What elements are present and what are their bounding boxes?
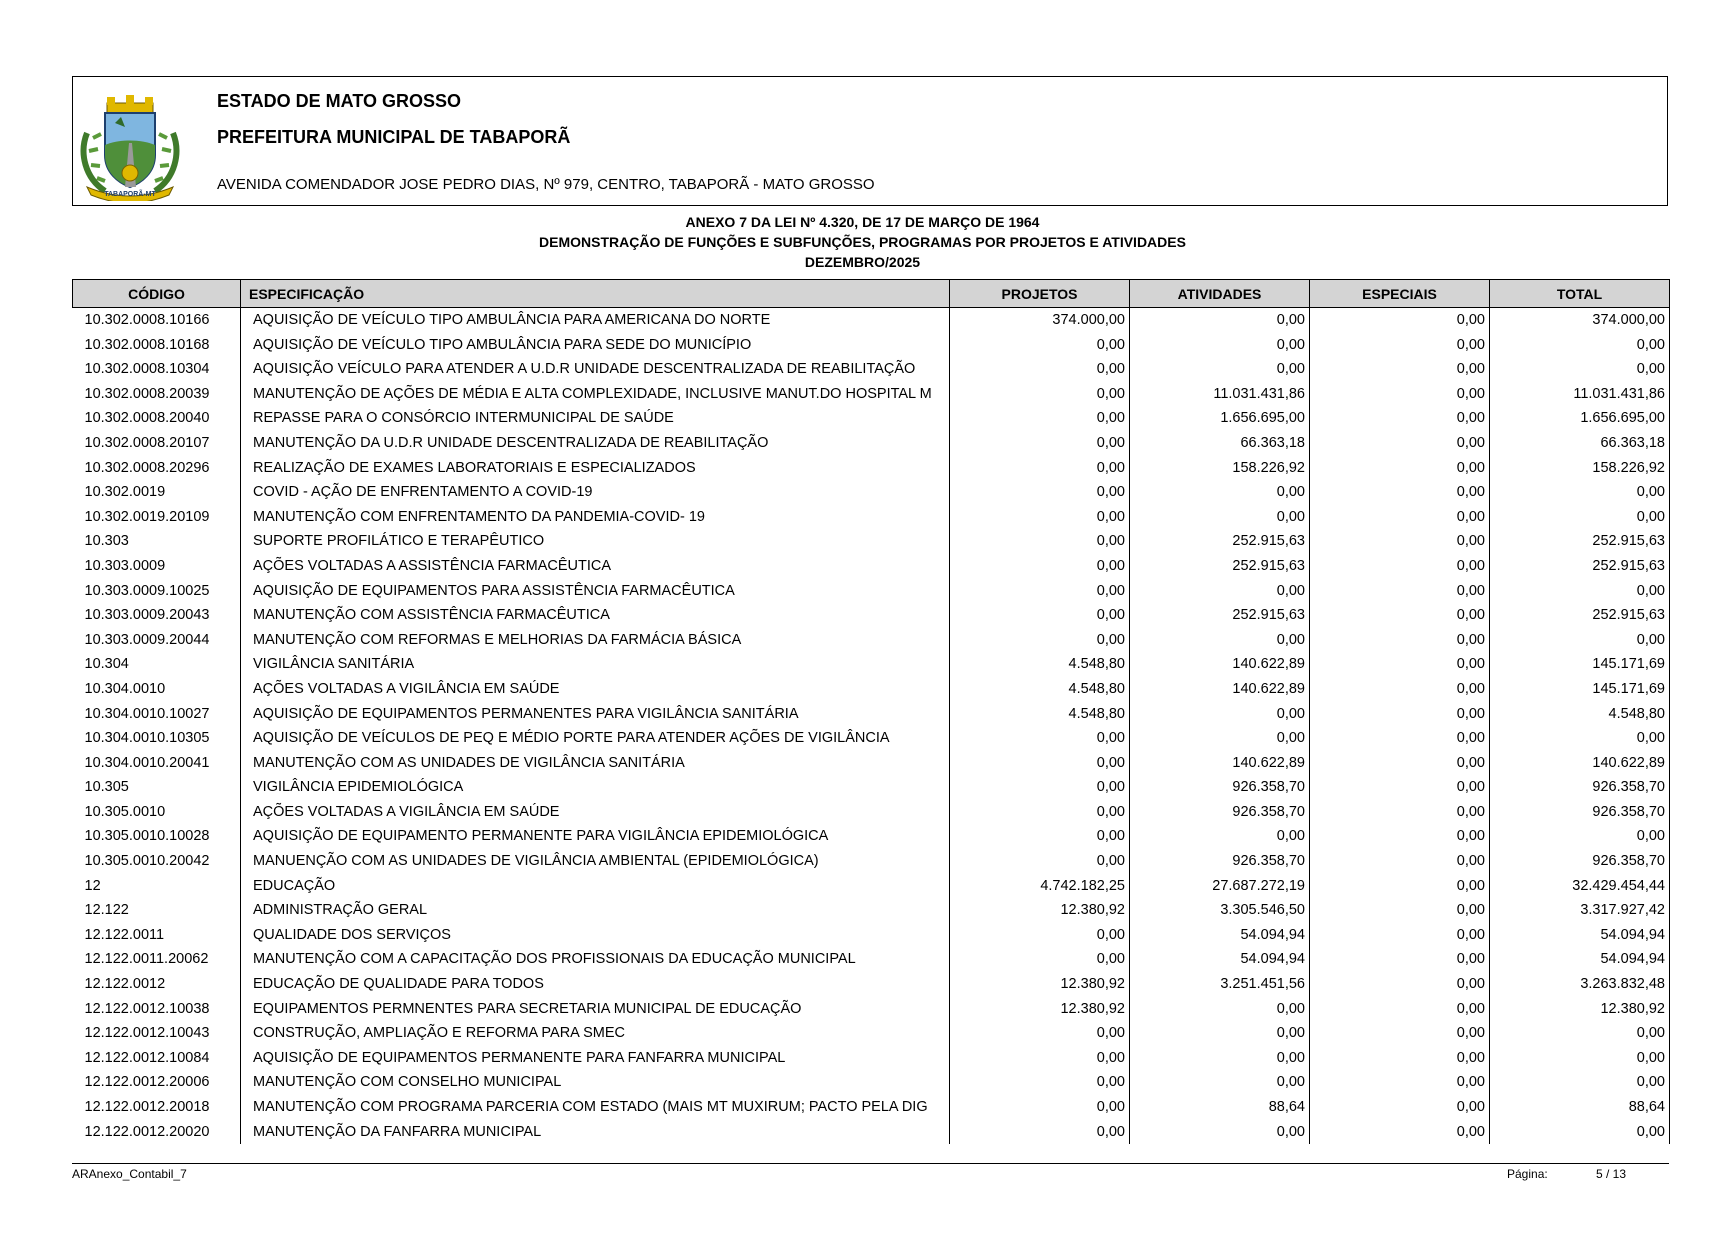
cell-total: 0,00: [1490, 1070, 1670, 1095]
cell-especiais: 0,00: [1310, 1046, 1490, 1071]
cell-especiais: 0,00: [1310, 947, 1490, 972]
cell-codigo: 10.303.0009.20043: [84, 607, 210, 624]
cell-total: 66.363,18: [1490, 431, 1670, 456]
cell-especificacao: MANUTENÇÃO DA U.D.R UNIDADE DESCENTRALIZADA DE REABILITAÇÃO: [241, 431, 950, 456]
cell-especiais: 0,00: [1310, 357, 1490, 382]
cell-projetos: 0,00: [950, 1070, 1130, 1095]
cell-especificacao: ADMINISTRAÇÃO GERAL: [241, 898, 950, 923]
cell-especificacao: REALIZAÇÃO DE EXAMES LABORATORIAIS E ESPECIALIZADOS: [241, 456, 950, 481]
cell-atividades: 926.358,70: [1130, 849, 1310, 874]
cell-atividades: 3.251.451,56: [1130, 972, 1310, 997]
cell-especiais: 0,00: [1310, 1021, 1490, 1046]
cell-especificacao: MANUTENÇÃO COM REFORMAS E MELHORIAS DA FARMÁCIA BÁSICA: [241, 628, 950, 653]
cell-especiais: 0,00: [1310, 554, 1490, 579]
table-row: [73, 554, 1670, 579]
cell-especiais: 0,00: [1310, 997, 1490, 1022]
cell-especificacao: AÇÕES VOLTADAS A VIGILÂNCIA EM SAÚDE: [241, 677, 950, 702]
cell-total: 252.915,63: [1490, 529, 1670, 554]
cell-especiais: 0,00: [1310, 456, 1490, 481]
table-row: [73, 751, 1670, 776]
table-header-row: [73, 280, 1670, 308]
cell-atividades: 0,00: [1130, 726, 1310, 751]
cell-total: 0,00: [1490, 726, 1670, 751]
table-row: [73, 874, 1670, 899]
budget-table: [72, 279, 1670, 1144]
cell-atividades: 926.358,70: [1130, 775, 1310, 800]
cell-especiais: 0,00: [1310, 529, 1490, 554]
cell-especificacao: MANUTENÇÃO DA FANFARRA MUNICIPAL: [241, 1120, 950, 1145]
column-header-atividades: ATIVIDADES: [1130, 280, 1310, 308]
cell-projetos: 4.548,80: [950, 652, 1130, 677]
table-row: [73, 1046, 1670, 1071]
cell-codigo: 10.302.0008.20040: [84, 410, 210, 427]
cell-especiais: 0,00: [1310, 923, 1490, 948]
cell-especiais: 0,00: [1310, 898, 1490, 923]
cell-codigo: 10.304.0010.10027: [84, 705, 210, 722]
cell-atividades: 0,00: [1130, 1046, 1310, 1071]
cell-especiais: 0,00: [1310, 505, 1490, 530]
cell-total: 3.263.832,48: [1490, 972, 1670, 997]
cell-atividades: 140.622,89: [1130, 677, 1310, 702]
cell-total: 54.094,94: [1490, 923, 1670, 948]
column-header-projetos: PROJETOS: [950, 280, 1130, 308]
cell-codigo: 10.302.0008.10168: [84, 336, 210, 353]
cell-projetos: 0,00: [950, 505, 1130, 530]
cell-especificacao: MANUTENÇÃO COM A CAPACITAÇÃO DOS PROFISSIONAIS DA EDUCAÇÃO MUNICIPAL: [241, 947, 950, 972]
cell-projetos: 0,00: [950, 775, 1130, 800]
cell-total: 145.171,69: [1490, 652, 1670, 677]
cell-total: 140.622,89: [1490, 751, 1670, 776]
table-row: [73, 480, 1670, 505]
cell-especificacao: MANUTENÇÃO DE AÇÕES DE MÉDIA E ALTA COMPLEXIDADE, INCLUSIVE MANUT.DO HOSPITAL M: [241, 382, 950, 407]
report-title-line1: ANEXO 7 DA LEI Nº 4.320, DE 17 DE MARÇO DE 1964: [685, 214, 1040, 230]
cell-codigo: 12.122.0012.20020: [84, 1123, 210, 1140]
cell-total: 252.915,63: [1490, 603, 1670, 628]
cell-projetos: 0,00: [950, 603, 1130, 628]
cell-codigo: 10.304: [84, 656, 129, 673]
cell-especificacao: MANUTENÇÃO COM CONSELHO MUNICIPAL: [241, 1070, 950, 1095]
cell-total: 0,00: [1490, 480, 1670, 505]
cell-total: 4.548,80: [1490, 702, 1670, 727]
table-row: [73, 652, 1670, 677]
cell-especiais: 0,00: [1310, 333, 1490, 358]
cell-especificacao: AQUISIÇÃO VEÍCULO PARA ATENDER A U.D.R UNIDADE DESCENTRALIZADA DE REABILITAÇÃO: [241, 357, 950, 382]
report-title-line2: DEMONSTRAÇÃO DE FUNÇÕES E SUBFUNÇÕES, PROGRAMAS POR PROJETOS E ATIVIDADES: [539, 234, 1186, 250]
cell-total: 0,00: [1490, 333, 1670, 358]
cell-total: 926.358,70: [1490, 849, 1670, 874]
cell-codigo: 10.302.0019.20109: [84, 508, 210, 525]
cell-codigo: 10.305.0010.20042: [84, 853, 210, 870]
cell-projetos: 0,00: [950, 456, 1130, 481]
cell-atividades: 0,00: [1130, 628, 1310, 653]
cell-especiais: 0,00: [1310, 800, 1490, 825]
cell-projetos: 0,00: [950, 947, 1130, 972]
cell-especificacao: EDUCAÇÃO DE QUALIDADE PARA TODOS: [241, 972, 950, 997]
table-row: [73, 1070, 1670, 1095]
column-header-total: TOTAL: [1490, 280, 1670, 308]
cell-especificacao: EQUIPAMENTOS PERMNENTES PARA SECRETARIA MUNICIPAL DE EDUCAÇÃO: [241, 997, 950, 1022]
cell-total: 252.915,63: [1490, 554, 1670, 579]
cell-codigo: 10.302.0008.10166: [84, 312, 210, 328]
page-label: Página:: [1507, 1167, 1548, 1181]
cell-projetos: 0,00: [950, 333, 1130, 358]
table-row: [73, 1120, 1670, 1145]
cell-projetos: 0,00: [950, 628, 1130, 653]
cell-especiais: 0,00: [1310, 480, 1490, 505]
cell-especiais: 0,00: [1310, 702, 1490, 727]
cell-projetos: 12.380,92: [950, 997, 1130, 1022]
cell-codigo: 12.122.0012.20006: [84, 1074, 210, 1091]
cell-especiais: 0,00: [1310, 652, 1490, 677]
cell-atividades: 0,00: [1130, 997, 1310, 1022]
cell-total: 158.226,92: [1490, 456, 1670, 481]
cell-especificacao: SUPORTE PROFILÁTICO E TERAPÊUTICO: [241, 529, 950, 554]
cell-codigo: 12.122.0011: [84, 926, 165, 943]
cell-codigo: 12.122: [84, 902, 129, 919]
cell-especiais: 0,00: [1310, 382, 1490, 407]
cell-especificacao: EDUCAÇÃO: [241, 874, 950, 899]
table-row: [73, 997, 1670, 1022]
table-row: [73, 382, 1670, 407]
table-row: [73, 923, 1670, 948]
cell-codigo: 10.304.0010.20041: [84, 754, 210, 771]
cell-atividades: 88,64: [1130, 1095, 1310, 1120]
cell-projetos: 0,00: [950, 800, 1130, 825]
cell-projetos: 0,00: [950, 554, 1130, 579]
table-row: [73, 947, 1670, 972]
cell-projetos: 0,00: [950, 529, 1130, 554]
cell-total: 12.380,92: [1490, 997, 1670, 1022]
cell-atividades: 0,00: [1130, 824, 1310, 849]
municipality-name: PREFEITURA MUNICIPAL DE TABAPORÃ: [217, 127, 571, 147]
column-header-especiais: ESPECIAIS: [1310, 280, 1490, 308]
cell-codigo: 10.303: [84, 533, 129, 550]
table-row: [73, 824, 1670, 849]
table-row: [73, 1021, 1670, 1046]
cell-codigo: 10.304.0010.10305: [84, 730, 210, 747]
cell-especiais: 0,00: [1310, 824, 1490, 849]
cell-especificacao: MANUENÇÃO COM AS UNIDADES DE VIGILÂNCIA AMBIENTAL (EPIDEMIOLÓGICA): [241, 849, 950, 874]
cell-atividades: 0,00: [1130, 505, 1310, 530]
cell-atividades: 0,00: [1130, 579, 1310, 604]
table-row: [73, 972, 1670, 997]
cell-atividades: 66.363,18: [1130, 431, 1310, 456]
cell-projetos: 0,00: [950, 579, 1130, 604]
cell-atividades: 140.622,89: [1130, 751, 1310, 776]
cell-total: 11.031.431,86: [1490, 382, 1670, 407]
table-row: [73, 775, 1670, 800]
cell-atividades: 0,00: [1130, 1070, 1310, 1095]
cell-total: 374.000,00: [1490, 308, 1670, 333]
cell-especificacao: COVID - AÇÃO DE ENFRENTAMENTO A COVID-19: [241, 480, 950, 505]
cell-atividades: 1.656.695,00: [1130, 406, 1310, 431]
cell-projetos: 4.548,80: [950, 702, 1130, 727]
cell-codigo: 12.122.0012.10038: [84, 1000, 210, 1017]
cell-atividades: 3.305.546,50: [1130, 898, 1310, 923]
cell-especiais: 0,00: [1310, 308, 1490, 333]
cell-especificacao: AÇÕES VOLTADAS A ASSISTÊNCIA FARMACÊUTICA: [241, 554, 950, 579]
cell-total: 0,00: [1490, 579, 1670, 604]
footer-divider: [72, 1163, 1669, 1164]
cell-especificacao: CONSTRUÇÃO, AMPLIAÇÃO E REFORMA PARA SMEC: [241, 1021, 950, 1046]
cell-especiais: 0,00: [1310, 751, 1490, 776]
cell-projetos: 0,00: [950, 1021, 1130, 1046]
report-title-block: [0, 212, 1725, 272]
table-row: [73, 1095, 1670, 1120]
cell-especificacao: AQUISIÇÃO DE EQUIPAMENTOS PERMANENTES PARA VIGILÂNCIA SANITÁRIA: [241, 702, 950, 727]
cell-codigo: 12.122.0012.20018: [84, 1099, 210, 1115]
table-row: [73, 603, 1670, 628]
cell-especiais: 0,00: [1310, 972, 1490, 997]
cell-projetos: 0,00: [950, 480, 1130, 505]
cell-especiais: 0,00: [1310, 1120, 1490, 1145]
municipal-crest-icon: [79, 83, 181, 201]
table-body: [73, 308, 1670, 1145]
cell-especiais: 0,00: [1310, 775, 1490, 800]
column-header-codigo: CÓDIGO: [73, 280, 241, 308]
cell-total: 0,00: [1490, 1120, 1670, 1145]
table-row: [73, 456, 1670, 481]
cell-especiais: 0,00: [1310, 431, 1490, 456]
cell-codigo: 10.302.0008.10304: [84, 361, 210, 378]
cell-especiais: 0,00: [1310, 1095, 1490, 1120]
cell-total: 926.358,70: [1490, 800, 1670, 825]
cell-especiais: 0,00: [1310, 726, 1490, 751]
cell-codigo: 12.122.0011.20062: [84, 951, 209, 968]
table-row: [73, 333, 1670, 358]
cell-especificacao: AQUISIÇÃO DE EQUIPAMENTOS PERMANENTE PARA FANFARRA MUNICIPAL: [241, 1046, 950, 1071]
table-row: [73, 431, 1670, 456]
cell-codigo: 10.302.0019: [84, 484, 166, 501]
document-header: [72, 76, 1668, 206]
table-row: [73, 529, 1670, 554]
cell-codigo: 12.122.0012.10043: [84, 1025, 210, 1042]
cell-especificacao: AQUISIÇÃO DE EQUIPAMENTO PERMANENTE PARA VIGILÂNCIA EPIDEMIOLÓGICA: [241, 824, 950, 849]
cell-total: 3.317.927,42: [1490, 898, 1670, 923]
cell-codigo: 10.303.0009.10025: [84, 582, 210, 599]
table-row: [73, 579, 1670, 604]
cell-total: 0,00: [1490, 1021, 1670, 1046]
cell-especificacao: MANUTENÇÃO COM ASSISTÊNCIA FARMACÊUTICA: [241, 603, 950, 628]
cell-projetos: 4.742.182,25: [950, 874, 1130, 899]
table-row: [73, 308, 1670, 333]
cell-atividades: 0,00: [1130, 1120, 1310, 1145]
cell-atividades: 252.915,63: [1130, 554, 1310, 579]
cell-codigo: 10.302.0008.20107: [84, 434, 210, 451]
cell-atividades: 158.226,92: [1130, 456, 1310, 481]
cell-especiais: 0,00: [1310, 579, 1490, 604]
table-row: [73, 677, 1670, 702]
table-row: [73, 702, 1670, 727]
table-row: [73, 406, 1670, 431]
cell-total: 926.358,70: [1490, 775, 1670, 800]
cell-especificacao: VIGILÂNCIA EPIDEMIOLÓGICA: [241, 775, 950, 800]
page-number: 5 / 13: [1596, 1167, 1627, 1181]
table-row: [73, 505, 1670, 530]
cell-codigo: 10.303.0009.20044: [84, 631, 210, 648]
cell-atividades: 0,00: [1130, 702, 1310, 727]
report-period: DEZEMBRO/2025: [804, 254, 921, 270]
cell-especificacao: AQUISIÇÃO DE EQUIPAMENTOS PARA ASSISTÊNCIA FARMACÊUTICA: [241, 579, 950, 604]
cell-especificacao: AQUISIÇÃO DE VEÍCULO TIPO AMBULÂNCIA PARA SEDE DO MUNICÍPIO: [241, 333, 950, 358]
cell-codigo: 12.122.0012.10084: [84, 1049, 210, 1066]
cell-projetos: 0,00: [950, 751, 1130, 776]
cell-atividades: 54.094,94: [1130, 947, 1310, 972]
cell-projetos: 0,00: [950, 726, 1130, 751]
cell-codigo: 10.304.0010: [84, 680, 166, 697]
cell-especiais: 0,00: [1310, 677, 1490, 702]
cell-projetos: 12.380,92: [950, 898, 1130, 923]
cell-total: 88,64: [1490, 1095, 1670, 1120]
cell-especiais: 0,00: [1310, 874, 1490, 899]
cell-codigo: 10.305: [84, 779, 129, 796]
table-row: [73, 800, 1670, 825]
cell-especiais: 0,00: [1310, 406, 1490, 431]
cell-projetos: 0,00: [950, 923, 1130, 948]
cell-codigo: 10.303.0009: [84, 557, 166, 574]
cell-projetos: 0,00: [950, 1046, 1130, 1071]
cell-atividades: 0,00: [1130, 357, 1310, 382]
cell-especiais: 0,00: [1310, 1070, 1490, 1095]
crest-ribbon-text: TABAPORÃ-MT: [104, 191, 156, 198]
cell-codigo: 10.302.0008.20039: [84, 385, 210, 402]
cell-especificacao: MANUTENÇÃO COM AS UNIDADES DE VIGILÂNCIA SANITÁRIA: [241, 751, 950, 776]
cell-total: 0,00: [1490, 628, 1670, 653]
municipality-address: AVENIDA COMENDADOR JOSE PEDRO DIAS, Nº 979, CENTRO, TABAPORÃ - MATO GROSSO: [217, 176, 875, 193]
cell-atividades: 926.358,70: [1130, 800, 1310, 825]
cell-especiais: 0,00: [1310, 849, 1490, 874]
cell-atividades: 27.687.272,19: [1130, 874, 1310, 899]
cell-total: 1.656.695,00: [1490, 406, 1670, 431]
cell-projetos: 0,00: [950, 357, 1130, 382]
cell-atividades: 140.622,89: [1130, 652, 1310, 677]
cell-projetos: 0,00: [950, 431, 1130, 456]
cell-projetos: 0,00: [950, 406, 1130, 431]
cell-total: 0,00: [1490, 1046, 1670, 1071]
report-id: ARAnexo_Contabil_7: [72, 1167, 187, 1181]
cell-codigo: 12.122.0012: [84, 976, 166, 993]
cell-atividades: 0,00: [1130, 333, 1310, 358]
cell-total: 32.429.454,44: [1490, 874, 1670, 899]
cell-projetos: 0,00: [950, 824, 1130, 849]
cell-total: 0,00: [1490, 505, 1670, 530]
table-row: [73, 898, 1670, 923]
cell-especificacao: MANUTENÇÃO COM ENFRENTAMENTO DA PANDEMIA-COVID- 19: [241, 505, 950, 530]
table-row: [73, 849, 1670, 874]
cell-atividades: 0,00: [1130, 480, 1310, 505]
cell-especificacao: MANUTENÇÃO COM PROGRAMA PARCERIA COM ESTADO (MAIS MT MUXIRUM; PACTO PELA DIG: [241, 1095, 950, 1120]
cell-atividades: 11.031.431,86: [1130, 382, 1310, 407]
column-header-especificacao: ESPECIFICAÇÃO: [241, 280, 950, 308]
cell-codigo: 10.305.0010.10028: [84, 828, 210, 845]
cell-especiais: 0,00: [1310, 603, 1490, 628]
cell-especificacao: AÇÕES VOLTADAS A VIGILÂNCIA EM SAÚDE: [241, 800, 950, 825]
cell-especiais: 0,00: [1310, 628, 1490, 653]
cell-atividades: 0,00: [1130, 308, 1310, 333]
cell-especificacao: VIGILÂNCIA SANITÁRIA: [241, 652, 950, 677]
cell-projetos: 12.380,92: [950, 972, 1130, 997]
table-row: [73, 357, 1670, 382]
cell-atividades: 252.915,63: [1130, 529, 1310, 554]
cell-projetos: 0,00: [950, 849, 1130, 874]
cell-projetos: 0,00: [950, 1120, 1130, 1145]
cell-especificacao: AQUISIÇÃO DE VEÍCULO TIPO AMBULÂNCIA PARA AMERICANA DO NORTE: [241, 308, 950, 333]
cell-codigo: 10.305.0010: [84, 803, 166, 820]
cell-projetos: 4.548,80: [950, 677, 1130, 702]
cell-projetos: 374.000,00: [950, 308, 1130, 333]
cell-especificacao: AQUISIÇÃO DE VEÍCULOS DE PEQ E MÉDIO PORTE PARA ATENDER AÇÕES DE VIGILÂNCIA: [241, 726, 950, 751]
cell-atividades: 54.094,94: [1130, 923, 1310, 948]
cell-total: 145.171,69: [1490, 677, 1670, 702]
cell-especificacao: REPASSE PARA O CONSÓRCIO INTERMUNICIPAL DE SAÚDE: [241, 406, 950, 431]
cell-total: 54.094,94: [1490, 947, 1670, 972]
state-name: ESTADO DE MATO GROSSO: [217, 91, 462, 111]
table-row: [73, 628, 1670, 653]
cell-total: 0,00: [1490, 357, 1670, 382]
cell-atividades: 252.915,63: [1130, 603, 1310, 628]
cell-projetos: 0,00: [950, 382, 1130, 407]
cell-codigo: 12: [84, 877, 101, 894]
cell-especificacao: QUALIDADE DOS SERVIÇOS: [241, 923, 950, 948]
cell-projetos: 0,00: [950, 1095, 1130, 1120]
table-row: [73, 726, 1670, 751]
cell-total: 0,00: [1490, 824, 1670, 849]
cell-codigo: 10.302.0008.20296: [84, 459, 210, 476]
cell-atividades: 0,00: [1130, 1021, 1310, 1046]
